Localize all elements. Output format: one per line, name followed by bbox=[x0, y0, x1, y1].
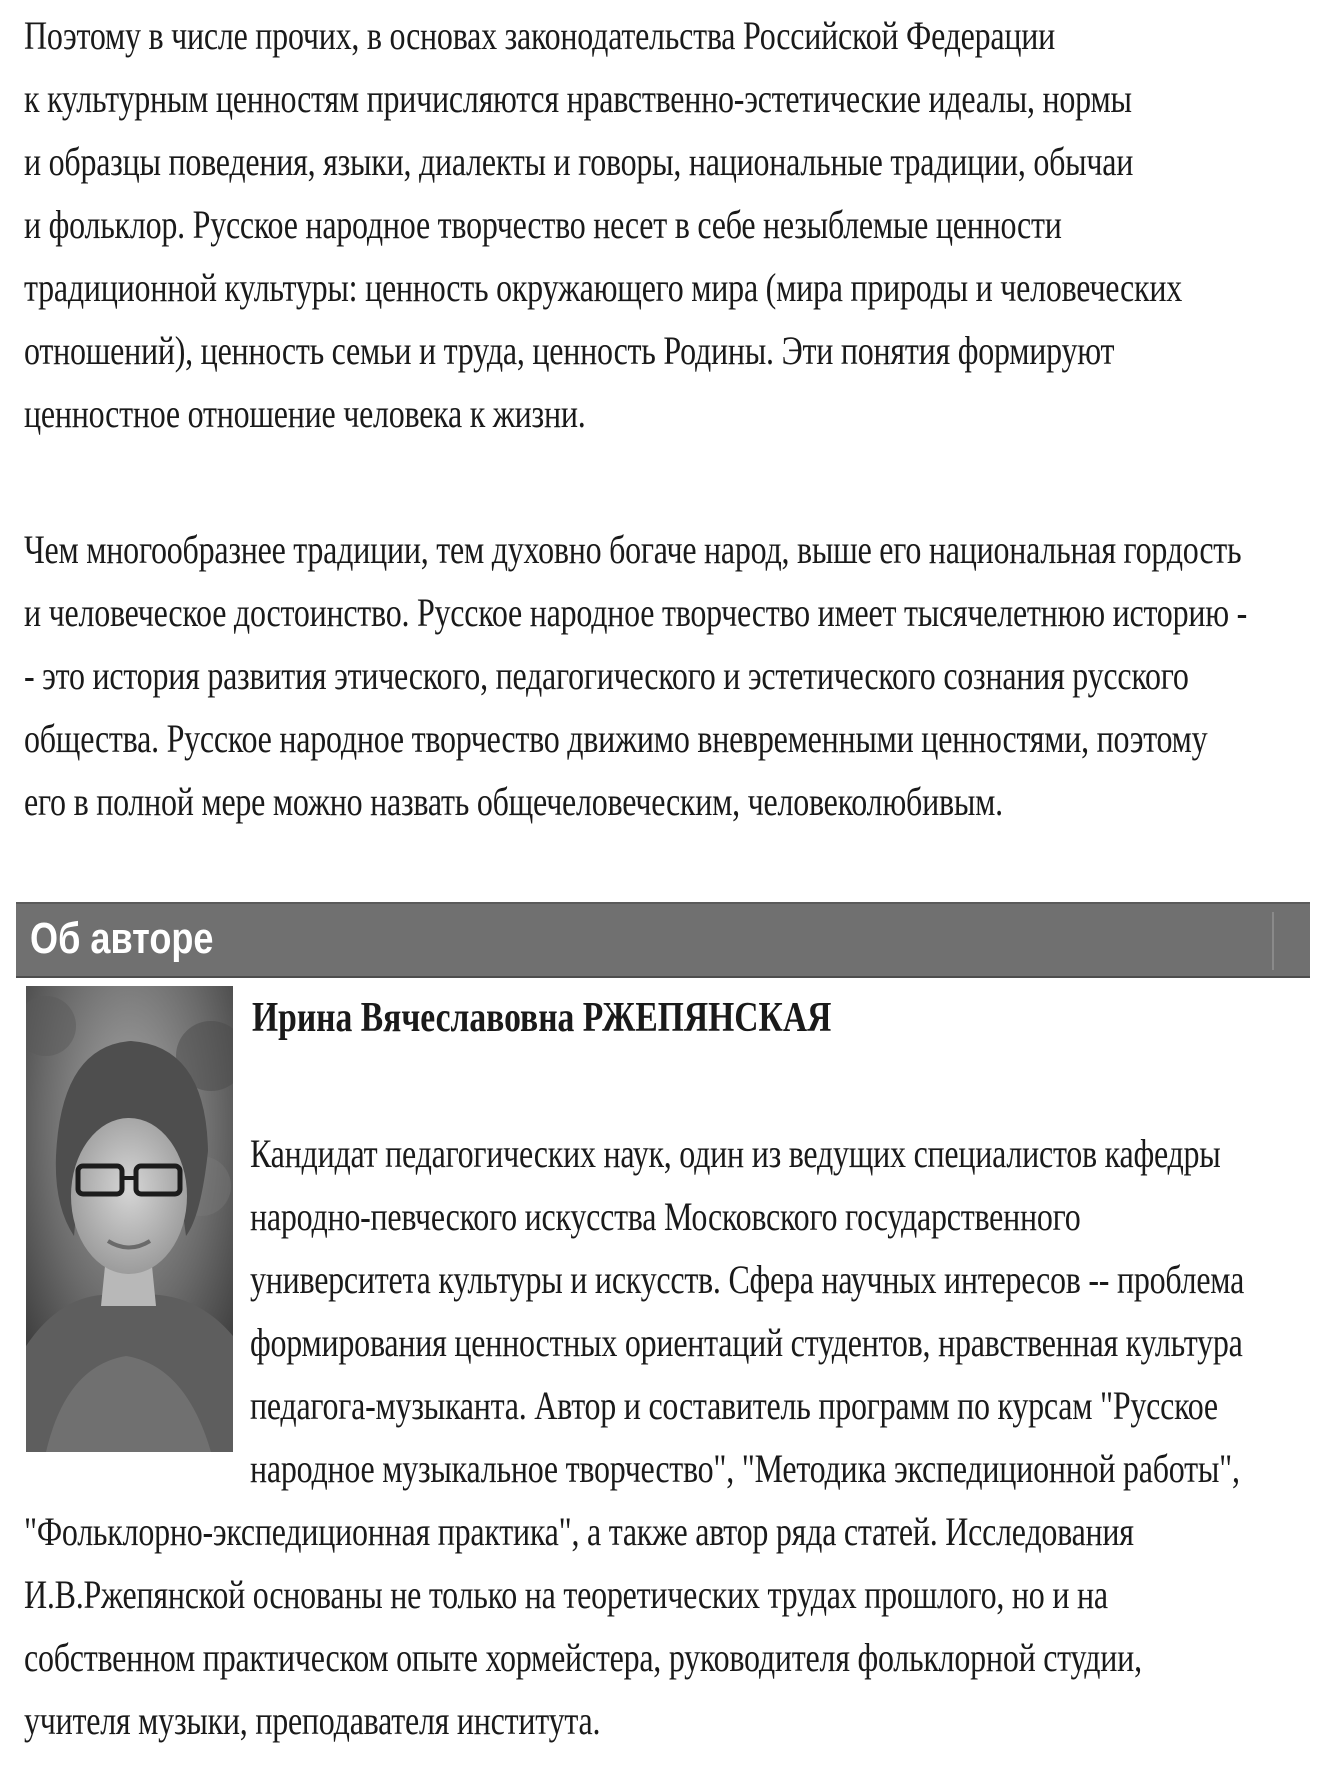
about-author-header bbox=[16, 902, 1310, 978]
text-line: общества. Русское народное творчество движимо вневременными ценностями, поэтому bbox=[24, 716, 1208, 761]
text-line: к культурным ценностям причисляются нравственно-эстетические идеалы, нормы bbox=[24, 76, 1132, 121]
header-divider bbox=[1272, 912, 1274, 970]
text-line: собственном практическом опыте хормейстера, руководителя фольклорной студии, bbox=[24, 1635, 1142, 1680]
text-line: формирования ценностных ориентаций студентов, нравственная культура bbox=[250, 1320, 1243, 1365]
article-paragraph-2 bbox=[24, 518, 1248, 833]
text-line: учителя музыки, преподавателя института. bbox=[24, 1698, 601, 1743]
text-line: народное музыкальное творчество", "Методика экспедиционной работы", bbox=[250, 1446, 1240, 1491]
article-paragraph-1 bbox=[24, 4, 1182, 445]
author-name: Ирина Вячеславовна РЖЕПЯНСКАЯ bbox=[252, 995, 832, 1041]
about-author-title: Об авторе bbox=[30, 914, 214, 963]
text-line: - это история развития этического, педагогического и эстетического сознания русского bbox=[24, 653, 1189, 698]
author-bio-continued bbox=[24, 1500, 1142, 1752]
text-line: его в полной мере можно назвать общечеловеческим, человеколюбивым. bbox=[24, 779, 1003, 824]
text-line: "Фольклорно-экспедиционная практика", а также автор ряда статей. Исследования bbox=[24, 1509, 1134, 1554]
text-line: и образцы поведения, языки, диалекты и говоры, национальные традиции, обычаи bbox=[24, 139, 1134, 184]
text-line: ценностное отношение человека к жизни. bbox=[24, 391, 586, 436]
text-line: традиционной культуры: ценность окружающего мира (мира природы и человеческих bbox=[24, 265, 1182, 310]
text-line: Поэтому в числе прочих, в основах законодательства Российской Федерации bbox=[24, 13, 1056, 58]
text-line: и фольклор. Русское народное творчество несет в себе незыблемые ценности bbox=[24, 202, 1062, 247]
text-line: педагога-музыканта. Автор и составитель программ по курсам "Русское bbox=[250, 1383, 1218, 1428]
text-line: университета культуры и искусств. Сфера научных интересов -- проблема bbox=[250, 1257, 1245, 1302]
text-line: И.В.Ржепянской основаны не только на теоретических трудах прошлого, но и на bbox=[24, 1572, 1108, 1617]
text-line: Чем многообразнее традиции, тем духовно богаче народ, выше его национальная гордость bbox=[24, 527, 1242, 572]
text-line: и человеческое достоинство. Русское народное творчество имеет тысячелетнюю историю - bbox=[24, 590, 1248, 635]
text-line: Кандидат педагогических наук, один из ведущих специалистов кафедры bbox=[250, 1131, 1221, 1176]
author-portrait-image bbox=[26, 986, 233, 1452]
author-bio-beside-photo bbox=[250, 1122, 1244, 1500]
text-line: народно-певческого искусства Московского государственного bbox=[250, 1194, 1081, 1239]
text-line: отношений), ценность семьи и труда, ценность Родины. Эти понятия формируют bbox=[24, 328, 1115, 373]
author-photo bbox=[26, 986, 233, 1452]
